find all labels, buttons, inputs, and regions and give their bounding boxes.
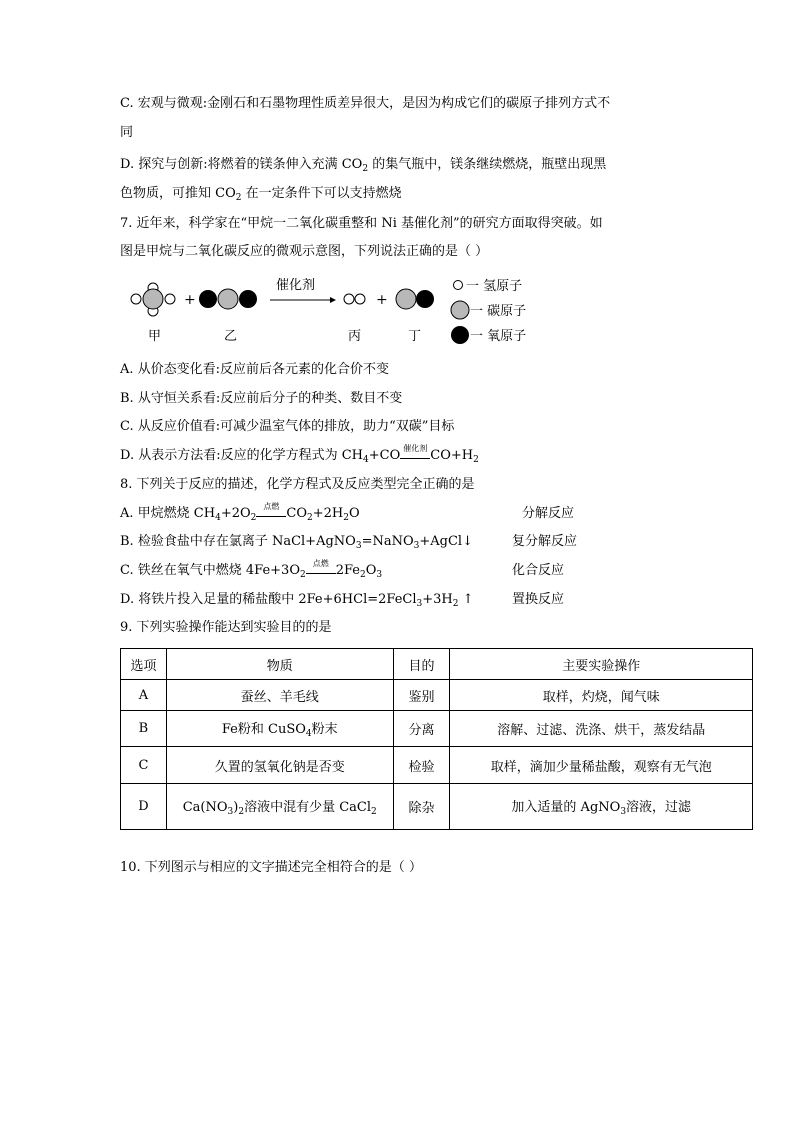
q7-stem-line2: 图是甲烷与二氧化碳反应的微观示意图，下列说法正确的是（ ） xyxy=(120,244,489,259)
cell-operation: 取样，灼烧，闻气味 xyxy=(450,680,753,711)
methane-molecule xyxy=(131,283,175,316)
cell-substance: Fe粉和 CuSO$_4$粉末 xyxy=(166,711,393,747)
ignite-condition: 点燃 xyxy=(256,506,286,517)
table-row xyxy=(121,711,753,747)
cell-substance: $Ca(NO_3)_2$溶液中混有少量 CaCl$_2$ xyxy=(166,784,393,830)
legend-carbon-icon xyxy=(451,301,469,319)
arrow-label: 催化剂 xyxy=(276,278,316,293)
option-d-line1: D. 探究与创新:将燃着的镁条伸入充满 $CO_2$ 的集气瓶中，镁条继续燃烧，瓶壁出现黑 xyxy=(120,157,607,174)
cell-option: C xyxy=(121,747,167,784)
label-jia: 甲 xyxy=(148,329,162,344)
q7-stem-line1: 7. 近年来，科学家在“甲烷一二氧化碳重整和 Ni 基催化剂”的研究方面取得突破。如 xyxy=(120,216,603,231)
q7-option-d: D. 从表示方法看:反应的化学方程式为 $CH_4+CO$ 催化剂 $CO+H_2$ xyxy=(120,444,479,465)
cell-purpose: 鉴别 xyxy=(393,680,450,711)
label-ding: 丁 xyxy=(408,329,422,344)
cell-option: D xyxy=(121,784,167,830)
q8-option-c: C. 铁丝在氧气中燃烧 $4Fe+3O_2$ 点燃 $2Fe_2O_3$ 化合反应 xyxy=(120,559,565,580)
q8-c-type: 化合反应 xyxy=(512,563,565,578)
q8-option-b: B. 检验食盐中存在氯离子 NaCl+AgNO$_3$=NaNO$_3$+AgCl↓ 复分解反应 xyxy=(120,534,578,551)
option-d-line2: 色物质，可推知 $CO_2$ 在一定条件下可以支持燃烧 xyxy=(120,186,402,203)
header-substance: 物质 xyxy=(166,649,393,680)
cell-substance: 久置的氢氧化钠是否变 xyxy=(166,747,393,784)
q7-option-b: B. 从守恒关系看:反应前后分子的种类、数目不变 xyxy=(120,391,403,406)
q9-stem: 9. 下列实验操作能达到实验目的的是 xyxy=(120,620,332,635)
q8-b-type: 复分解反应 xyxy=(512,534,578,549)
table-row xyxy=(121,747,753,784)
h2-molecule xyxy=(344,294,365,304)
table-row xyxy=(121,784,753,830)
q8-stem: 8. 下列关于反应的描述，化学方程式及反应类型完全正确的是 xyxy=(120,477,475,492)
q8-option-d: D. 将铁片投入足量的稀盐酸中 $2Fe+6HCl=2FeCl_3+3H_2$ ↑ 置换反应 xyxy=(120,592,565,609)
cell-operation: 加入适量的 AgNO$_3$溶液，过滤 xyxy=(450,784,753,830)
q8-a-type: 分解反应 xyxy=(522,506,575,521)
co2-molecule xyxy=(199,289,257,309)
cell-operation: 取样，滴加少量稀盐酸，观察有无气泡 xyxy=(450,747,753,784)
header-option: 选项 xyxy=(121,649,167,680)
q8-option-a: A. 甲烷燃烧 $CH_4+2O_2$ 点燃 $CO_2+2H_2O$ 分解反应 xyxy=(120,502,575,523)
cell-operation: 溶解、过滤、洗涤、烘干，蒸发结晶 xyxy=(450,711,753,747)
cell-substance: 蚕丝、羊毛线 xyxy=(166,680,393,711)
catalyst-condition: 催化剂 xyxy=(400,448,430,459)
q7-option-c: C. 从反应价值看:可减少温室气体的排放，助力“双碳”目标 xyxy=(120,419,455,434)
table-header-row xyxy=(121,649,753,680)
reaction-micro-diagram xyxy=(120,278,560,348)
co-molecule xyxy=(396,289,434,309)
legend-oxygen-icon xyxy=(451,326,469,344)
plus-sign: + xyxy=(376,292,388,308)
option-c-line1: C. 宏观与微观:金刚石和石墨物理性质差异很大，是因为构成它们的碳原子排列方式不 xyxy=(120,96,611,111)
q9-table xyxy=(120,648,753,830)
ignite-condition: 点燃 xyxy=(306,563,336,574)
legend-hydrogen-icon xyxy=(454,281,463,290)
header-operation: 主要实验操作 xyxy=(450,649,753,680)
plus-sign: + xyxy=(184,292,196,308)
cell-purpose: 检验 xyxy=(393,747,450,784)
cell-purpose: 分离 xyxy=(393,711,450,747)
cell-option: A xyxy=(121,680,167,711)
header-purpose: 目的 xyxy=(393,649,450,680)
option-c-line2: 同 xyxy=(120,125,134,140)
cell-option: B xyxy=(121,711,167,747)
legend-carbon: 一 碳原子 xyxy=(470,304,527,319)
table-row xyxy=(121,680,753,711)
legend-hydrogen: 一 氢原子 xyxy=(466,279,523,294)
legend-oxygen: 一 氧原子 xyxy=(470,329,527,344)
cell-purpose: 除杂 xyxy=(393,784,450,830)
label-bing: 丙 xyxy=(348,329,362,344)
q10-stem: 10. 下列图示与相应的文字描述完全相符合的是（ ） xyxy=(120,860,422,875)
q8-d-type: 置换反应 xyxy=(512,592,565,607)
label-yi: 乙 xyxy=(224,329,238,344)
q7-option-a: A. 从价态变化看:反应前后各元素的化合价不变 xyxy=(120,362,390,377)
